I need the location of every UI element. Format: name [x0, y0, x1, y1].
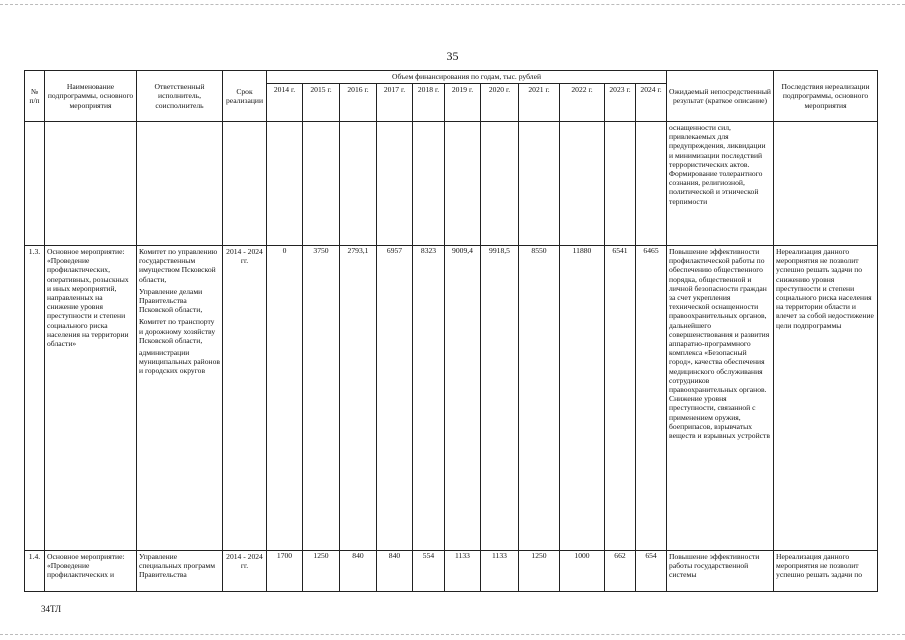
executor-item: администрации муниципальных районов и городских округов — [139, 348, 220, 376]
value-cell: 1250 — [303, 551, 340, 592]
executor-item: Управление делами Правительства Псковской области, — [139, 286, 203, 315]
year-header: 2021 г. — [519, 84, 560, 122]
value-cell: 662 — [605, 551, 636, 592]
col-header-funding: Объем финансирования по годам, тыс. рублей — [267, 71, 667, 84]
col-header-no: № п/п — [25, 71, 45, 122]
value-cell: 6541 — [605, 246, 636, 551]
consequences-cell: Нереализация данного мероприятия не позволит успешно решать задачи по — [774, 551, 878, 592]
funding-table — [24, 70, 878, 592]
table-row-1-4 — [25, 551, 878, 592]
value-cell: 11880 — [560, 246, 605, 551]
result-cell: Повышение эффективности профилактической работы по обеспечению общественного порядка, общественной и личной безопасности граждан за счет укрепления технической оснащенности правоохранительных органов, дальнейшего совершенствования и развития аппаратно-программного комплекса «Безопасный город», качества обеспечения медицинского обслуживания сотрудников правоохранительных органов. Снижение уровня преступности, связанной с применением оружия, боеприпасов, взрывчатых веществ и взрывных устройств — [667, 246, 774, 551]
col-header-result: Ожидаемый непосредственный результат (краткое описание) — [667, 71, 774, 122]
col-header-name: Наименование подпрограммы, основного мероприятия — [45, 71, 137, 122]
value-cell: 1000 — [560, 551, 605, 592]
col-header-term: Срок реализации — [223, 71, 267, 122]
value-cell: 840 — [340, 551, 377, 592]
value-cell: 1133 — [445, 551, 481, 592]
year-header: 2018 г. — [413, 84, 445, 122]
value-cell: 8323 — [413, 246, 445, 551]
value-cell: 1133 — [481, 551, 519, 592]
executor-item: Комитет по транспорту и дорожному хозяйству Псковской области, — [139, 317, 216, 345]
header-row-1 — [25, 71, 878, 84]
cont-result-cell: оснащенности сил, привлекаемых для предупреждения, ликвидации и минимизации последствий террористических актов. Формирование толерантного сознания, религиозной, политической и этнической терпимости — [667, 122, 774, 246]
value-cell: 8550 — [519, 246, 560, 551]
value-cell: 6465 — [636, 246, 667, 551]
term-cell: 2014 - 2024 гг. — [223, 551, 267, 592]
value-cell: 1700 — [267, 551, 303, 592]
col-header-executor: Ответственный исполнитель, соисполнитель — [137, 71, 223, 122]
value-cell: 654 — [636, 551, 667, 592]
value-cell: 840 — [377, 551, 413, 592]
value-cell: 9918,5 — [481, 246, 519, 551]
scan-edge-bottom — [0, 634, 905, 636]
executor-cell — [137, 246, 223, 551]
year-header: 2022 г. — [560, 84, 605, 122]
year-header: 2024 г. — [636, 84, 667, 122]
executor-cell: Управление специальных программ Правительства — [137, 551, 223, 592]
value-cell: 1250 — [519, 551, 560, 592]
table-row-1-3 — [25, 246, 878, 551]
value-cell: 554 — [413, 551, 445, 592]
value-cell: 3750 — [303, 246, 340, 551]
scan-edge-top — [0, 4, 905, 6]
year-header: 2019 г. — [445, 84, 481, 122]
year-header: 2016 г. — [340, 84, 377, 122]
col-header-consequences: Последствия нереализации подпрограммы, основного мероприятия — [774, 71, 878, 122]
activity-name: Основное мероприятие: «Проведение профилактических, оперативных, розыскных и иных мероприятий, направленных на снижение уровня преступности и степени социального риска населения на территории области» — [45, 246, 137, 551]
year-header: 2020 г. — [481, 84, 519, 122]
year-header: 2023 г. — [605, 84, 636, 122]
executor-item: Комитет по управлению государственным имуществом Псковской области, — [139, 247, 218, 284]
term-cell: 2014 - 2024 гг. — [223, 246, 267, 551]
value-cell: 6957 — [377, 246, 413, 551]
year-header: 2017 г. — [377, 84, 413, 122]
consequences-cell: Нереализация данного мероприятия не позволит успешно решать задачи по снижению уровня преступности и степени социального риска населения на территории области и влечет за собой недостижение цели подпрограммы — [774, 246, 878, 551]
activity-name: Основное мероприятие: «Проведение профилактических и — [45, 551, 137, 592]
row-number: 1.3. — [25, 246, 45, 551]
table-row-continuation — [25, 122, 878, 246]
row-number: 1.4. — [25, 551, 45, 592]
value-cell: 2793,1 — [340, 246, 377, 551]
footer-code: 34ТЛ — [41, 604, 62, 614]
result-cell: Повышение эффективности работы государственной системы — [667, 551, 774, 592]
value-cell: 0 — [267, 246, 303, 551]
value-cell: 9009,4 — [445, 246, 481, 551]
page-number: 35 — [446, 49, 459, 63]
year-header: 2014 г. — [267, 84, 303, 122]
year-header: 2015 г. — [303, 84, 340, 122]
